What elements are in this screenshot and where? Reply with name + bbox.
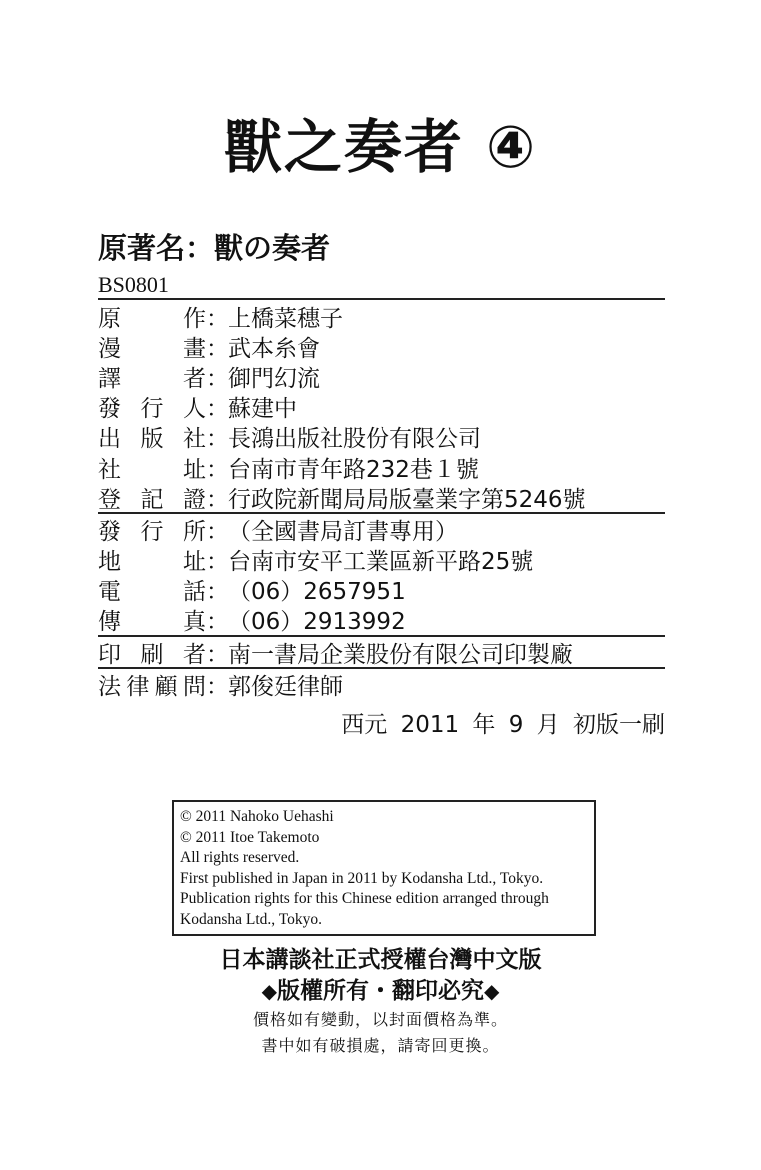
- credit-colon: ：: [206, 609, 229, 636]
- credit-row: [98, 575, 665, 605]
- book-title: 獸之奏者 ④: [223, 113, 538, 181]
- credit-label: 印 刷 者: [98, 641, 206, 668]
- credit-colon: ：: [206, 579, 229, 606]
- credit-value: （06）2913992: [228, 609, 406, 636]
- credit-value: （全國書局訂書專用）: [228, 518, 458, 545]
- credit-value: 郭俊廷律師: [228, 673, 343, 700]
- credit-label: 漫 畫: [98, 335, 206, 362]
- credit-colon: ：: [206, 518, 229, 545]
- copyright-line: Publication rights for this Chinese edition arranged through: [180, 890, 549, 907]
- credit-row: [98, 361, 665, 391]
- credit-row: [98, 482, 665, 514]
- credit-row: [98, 545, 665, 575]
- original-title: 原著名：獸の奏者: [98, 231, 331, 265]
- credit-colon: ：: [206, 641, 229, 668]
- credit-colon: ：: [206, 335, 229, 362]
- copyright-box: [172, 800, 596, 936]
- credit-row: [98, 422, 665, 452]
- credit-value: 武本糸會: [228, 335, 320, 362]
- credit-row: [98, 392, 665, 422]
- authorization-note: 日本講談社正式授權台灣中文版: [219, 947, 542, 973]
- credit-label: 發 行 人: [98, 396, 206, 423]
- diamond-icon: ◆: [484, 979, 500, 1003]
- credit-value: 上橋菜穗子: [228, 305, 343, 332]
- credit-value: （06）2657951: [228, 579, 406, 606]
- credit-value: 長鴻出版社股份有限公司: [228, 426, 481, 453]
- credit-value: 南一書局企業股份有限公司印製廠: [228, 641, 573, 668]
- credits-table: [98, 301, 665, 699]
- credit-row: [98, 301, 665, 331]
- credit-value: 台南市安平工業區新平路25號: [228, 549, 534, 576]
- credit-label: 法 律 顧 問: [98, 673, 206, 700]
- credit-row: [98, 514, 665, 544]
- publication-date: 西元 2011 年 9 月 初版一刷: [341, 712, 665, 738]
- credit-value: 蘇建中: [228, 396, 297, 423]
- credit-label: 原 作: [98, 305, 206, 332]
- credit-label: 發 行 所: [98, 518, 206, 545]
- credit-row: [98, 605, 665, 637]
- credit-colon: ：: [206, 673, 229, 700]
- credit-label: 譯 者: [98, 365, 206, 392]
- copyright-line: © 2011 Itoe Takemoto: [180, 828, 320, 846]
- credit-colon: ：: [206, 365, 229, 392]
- credit-row: [98, 331, 665, 361]
- credit-value: 台南市青年路232巷１號: [228, 456, 479, 483]
- copyright-line: Kodansha Ltd., Tokyo.: [180, 910, 322, 928]
- rights-reserved-line: [0, 975, 761, 1007]
- copyright-line: First published in Japan in 2011 by Kodansha Ltd., Tokyo.: [180, 869, 544, 887]
- book-code: BS0801: [98, 272, 665, 300]
- price-note: 價格如有變動，以封面價格為準。: [252, 1010, 508, 1029]
- diamond-icon: ◆: [261, 979, 277, 1003]
- credit-colon: ：: [206, 456, 229, 483]
- damage-note: 書中如有破損處，請寄回更換。: [261, 1036, 500, 1055]
- copyright-line: © 2011 Nahoko Uehashi: [180, 808, 334, 825]
- credit-label: 地 址: [98, 549, 206, 576]
- credit-label: 出 版 社: [98, 426, 206, 453]
- credit-colon: ：: [206, 426, 229, 453]
- credit-row: [98, 669, 665, 699]
- copyright-line: All rights reserved.: [180, 849, 300, 866]
- credit-label: 傳 真: [98, 609, 206, 636]
- credit-label: 社 址: [98, 456, 206, 483]
- credit-colon: ：: [206, 549, 229, 576]
- credit-colon: ：: [206, 486, 229, 513]
- credit-value: 行政院新聞局局版臺業字第5246號: [228, 486, 586, 513]
- credit-label: 登 記 證: [98, 486, 206, 513]
- credit-value: 御門幻流: [228, 365, 320, 392]
- credit-colon: ：: [206, 305, 229, 332]
- credit-colon: ：: [206, 396, 229, 423]
- credit-label: 電 話: [98, 579, 206, 606]
- credit-row: [98, 637, 665, 669]
- rights-reserved: 版權所有・翻印必究: [277, 978, 484, 1004]
- credit-row: [98, 452, 665, 482]
